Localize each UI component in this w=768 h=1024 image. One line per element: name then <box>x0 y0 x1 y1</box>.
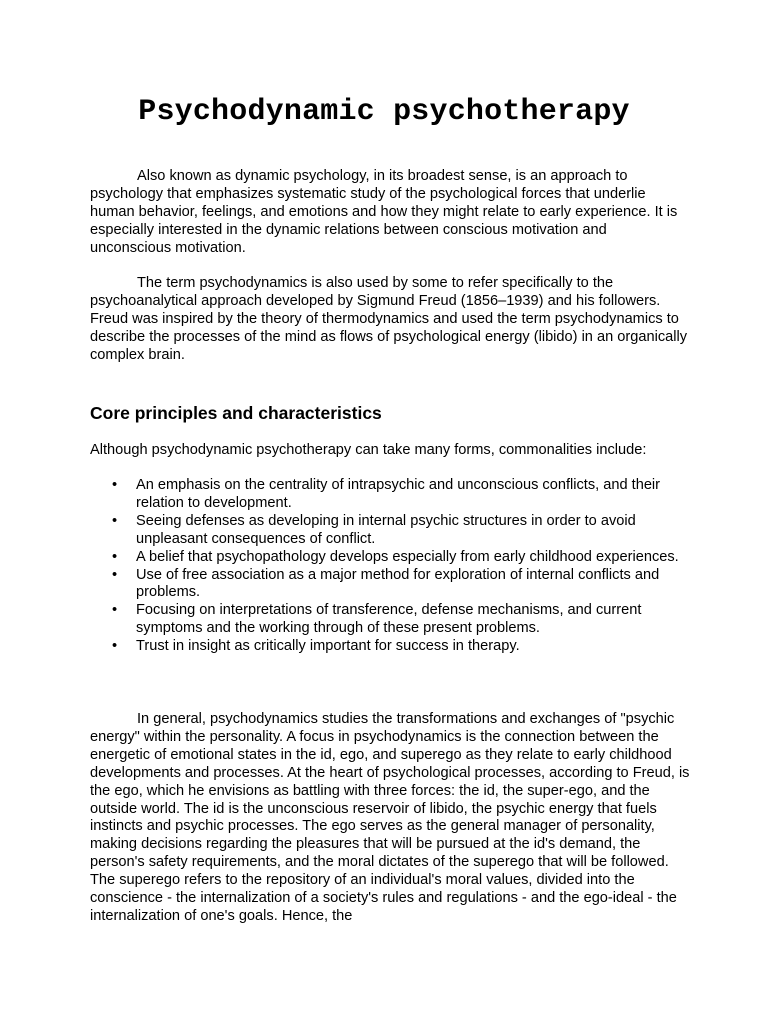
bullet-icon: • <box>112 602 118 619</box>
list-item-text: Focusing on interpretations of transference, defense mechanisms, and current symptoms and the working through of these present problems. <box>136 602 642 637</box>
bullet-icon: • <box>112 548 118 565</box>
list-item-text: Trust in insight as critically important for success in therapy. <box>136 638 520 655</box>
list-item-text: An emphasis on the centrality of intrapsychic and unconscious conflicts, and their relation to development. <box>136 477 661 511</box>
list-item-text: Seeing defenses as developing in internal psychic structures in order to avoid unpleasant consequences of conflict. <box>136 512 636 547</box>
list-item <box>90 638 690 656</box>
paragraph-term-definition: The term psychodynamics is also used by some to refer specifically to the psychoanalytical approach developed by Sigmund Freud (1856–1939) and his followers. Freud was inspired by the theory of thermodynamics and used the term psychodynamics to describe the processes of the mind as flows of psychological energy (libido) in an organically complex brain. <box>90 275 688 363</box>
list-item <box>90 513 690 549</box>
list-item-text: Use of free association as a major method for exploration of internal conflicts and problems. <box>136 566 660 601</box>
section-intro: Although psychodynamic psychotherapy can take many forms, commonalities include: <box>90 442 647 458</box>
section-heading: Core principles and characteristics <box>90 403 382 423</box>
principles-list <box>90 477 690 656</box>
list-item <box>90 477 690 513</box>
paragraph-psychic-energy: In general, psychodynamics studies the transformations and exchanges of "psychic energy" within the personality. A focus in psychodynamics is the connection between the energetic of emotional states in the id, ego, and superego as they relate to early childhood developments and processes. At the heart of psychological processes, according to Freud, is the ego, which he envisions as battling with three forces: the id, the super-ego, and the outside world. The id is the unconscious reservoir of libido, the psychic energy that fuels instincts and psychic processes. The ego serves as the general manager of personality, making decisions regarding the pleasures that will be pursued at the id's demand, the person's safety requirements, and the moral dictates of the superego that will be followed. The superego refers to the repository of an individual's moral values, divided into the conscience - the internalization of a society's rules and regulations - and the ego-ideal - the internalization of one's goals. Hence, the <box>90 711 690 924</box>
list-item <box>90 567 690 603</box>
list-item-text: A belief that psychopathology develops especially from early childhood experiences. <box>136 548 679 565</box>
bullet-icon: • <box>112 512 118 529</box>
paragraph-intro: Also known as dynamic psychology, in its broadest sense, is an approach to psychology that emphasizes systematic study of the psychological forces that underlie human behavior, feelings, and emotions and how they might relate to early experience. It is especially interested in the dynamic relations between conscious motivation and unconscious motivation. <box>90 168 678 256</box>
bullet-icon: • <box>112 566 118 583</box>
list-item <box>90 602 690 638</box>
page-title: Psychodynamic psychotherapy <box>138 95 630 129</box>
bullet-icon: • <box>112 638 118 655</box>
list-item <box>90 549 690 567</box>
bullet-icon: • <box>112 477 118 493</box>
